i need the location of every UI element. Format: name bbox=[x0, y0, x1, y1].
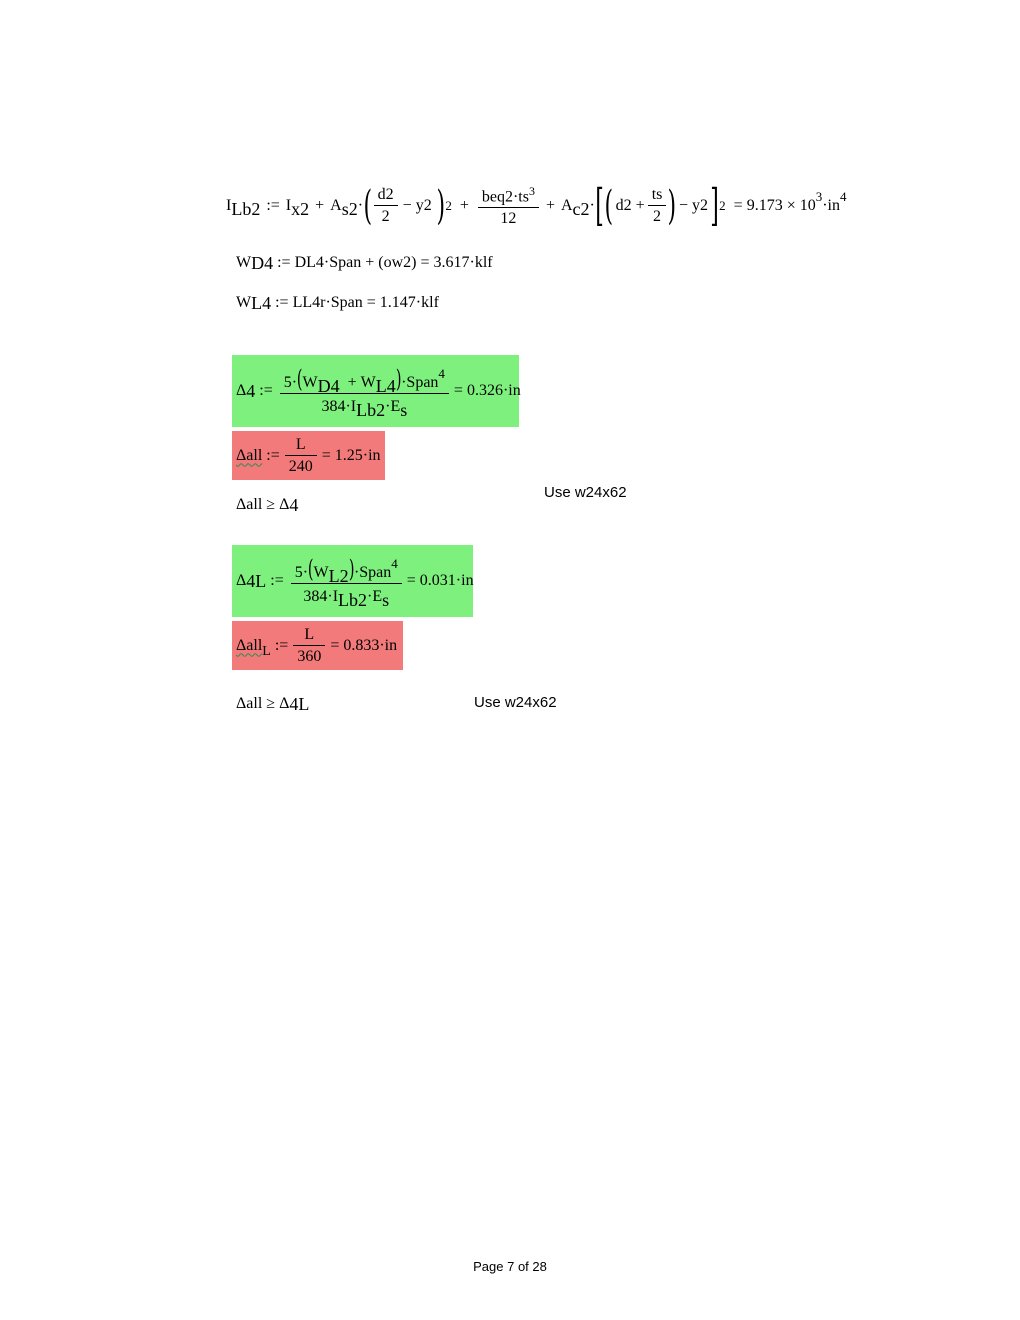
use-section-note-2: Use w24x62 bbox=[474, 694, 557, 711]
ilb2-lhs: $I_{Lb2}$ bbox=[226, 197, 261, 219]
use-section-note-1: Use w24x62 bbox=[544, 484, 627, 501]
l-over-360-fraction: $\frac{L}{360}$ bbox=[295, 626, 323, 665]
ilb2-result: = $9.173 \times 10^3\cdot in^4$ bbox=[733, 189, 847, 214]
ac2-term: $A_{c2}\cdot$ bbox=[560, 197, 595, 219]
delta4-equation: Δ 4 := $\frac{5\cdot(W_{D4} + W_{L4})\cdot Span^4}{384\cdot I_{Lb2}\cdot E_s}$ = 0.326·in bbox=[232, 355, 519, 427]
as2-term: $A_{s2}\cdot$ bbox=[330, 197, 364, 219]
delta4l-fraction: $\frac{5\cdot(W_{L2})\cdot Span^4}{384\cdot I_{Lb2}\cdot E_s}$ bbox=[293, 556, 400, 606]
ts-over-2-fraction: $\frac{ts}{2}$ bbox=[650, 186, 665, 225]
wl4-equation: W L4 := LL4r·Span = 1.147·klf bbox=[236, 293, 439, 313]
delta-all-240-equation: Δall := $\frac{L}{240}$ = 1.25·in bbox=[232, 431, 385, 480]
deflection-check-2: Δall ≥ Δ 4L bbox=[236, 694, 310, 714]
delta-all-360-equation: Δall$_L$ := $\frac{L}{360}$ = 0.833·in bbox=[232, 621, 403, 670]
deflection-check-1: Δall ≥ Δ 4 bbox=[236, 495, 299, 515]
page-number: Page 7 of 28 bbox=[473, 1259, 547, 1274]
d2-over-2-fraction: $\frac{d2}{2}$ bbox=[376, 186, 396, 225]
delta4l-equation: Δ 4L := $\frac{5\cdot(W_{L2})\cdot Span^4}{384\cdot I_{Lb2}\cdot E_s}$ = 0.031·in bbox=[232, 545, 473, 617]
wd4-equation: W D4 := DL4·Span + (ow2) = 3.617·klf bbox=[236, 253, 493, 273]
ilb2-equation: $I_{Lb2}$ := $I_{x2}$ + $A_{s2}\cdot$ ( $\frac{d2}{2}$ − y2 ) 2 + $\frac{beq2\cdot ts^3}{12}$ + $A_{c2}\cdot$ [ ( d2 + $\frac{ts}{2}$ ) − y2 ] 2 = $9.173 \times 10^3\cdot in^4$ bbox=[226, 180, 847, 231]
ix2-term: $I_{x2}$ bbox=[285, 197, 310, 219]
l-over-240-fraction: $\frac{L}{240}$ bbox=[287, 436, 315, 475]
delta4-fraction: $\frac{5\cdot(W_{D4} + W_{L4})\cdot Span^4}{384\cdot I_{Lb2}\cdot E_s}$ bbox=[282, 366, 447, 416]
beq2-ts-fraction: $\frac{beq2\cdot ts^3}{12}$ bbox=[480, 185, 537, 228]
